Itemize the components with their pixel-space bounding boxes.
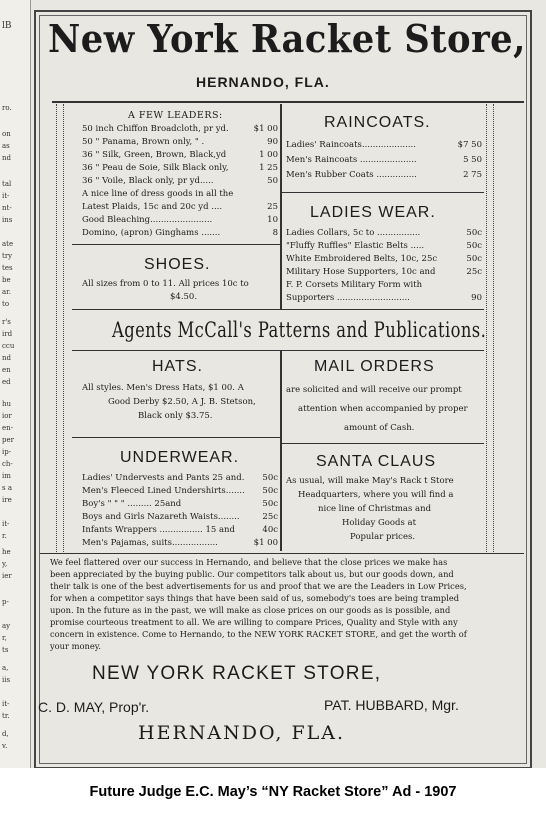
margin-text: iis xyxy=(2,676,11,684)
margin-text: try xyxy=(2,252,13,260)
santa-text: As usual, will make May's Rack t Store xyxy=(286,476,454,486)
margin-text: tes xyxy=(2,264,13,272)
margin-text: p- xyxy=(2,598,9,606)
leader-price: $1 00 xyxy=(253,124,278,134)
margin-text: nt- xyxy=(2,204,12,212)
margin-text: ins xyxy=(2,216,13,224)
divider xyxy=(72,437,280,438)
leader-item: 36 " Silk, Green, Brown, Black,yd xyxy=(82,150,227,160)
mail-orders-heading: MAIL ORDERS xyxy=(314,358,435,375)
ladies-price: 50c xyxy=(466,254,482,264)
margin-text: ire xyxy=(2,496,12,504)
hats-text: All styles. Men's Dress Hats, $1 00. A xyxy=(82,383,244,393)
margin-text: r's xyxy=(2,318,11,326)
santa-text: Popular prices. xyxy=(350,532,416,542)
divider xyxy=(282,443,484,444)
margin-text: ro. xyxy=(2,104,12,112)
leader-price: 90 xyxy=(267,137,278,147)
raincoat-item: Men's Raincoats ..................... xyxy=(286,155,417,165)
underwear-price: 50c xyxy=(262,473,278,483)
margin-text: ier xyxy=(2,572,12,580)
hats-text: Good Derby $2.50, A J. B. Stetson, xyxy=(108,397,256,407)
footer-town: HERNANDO, FLA. xyxy=(138,722,346,744)
santa-text: Headquarters, where you will find a xyxy=(298,490,454,500)
raincoat-price: $7 50 xyxy=(457,140,482,150)
leader-item: 50 " Panama, Brown only, " . xyxy=(82,137,205,147)
margin-text: he xyxy=(2,548,11,556)
ladies-item: "Fluffy Ruffles" Elastic Belts ..... xyxy=(286,241,425,251)
mail-orders-text: amount of Cash. xyxy=(344,423,415,433)
underwear-heading: UNDERWEAR. xyxy=(120,449,240,466)
underwear-price: 50c xyxy=(262,499,278,509)
underwear-item: Men's Pajamas, suits................. xyxy=(82,538,218,548)
underwear-item: Men's Fleeced Lined Undershirts....... xyxy=(82,486,245,496)
leader-item: A nice line of dress goods in all the xyxy=(82,189,234,199)
column-rule xyxy=(280,351,282,551)
margin-text: tal xyxy=(2,180,12,188)
margin-text: y, xyxy=(2,560,8,568)
margin-text: ar. xyxy=(2,288,11,296)
santa-text: nice line of Christmas and xyxy=(318,504,432,514)
margin-text: ate xyxy=(2,240,14,248)
leader-price: 1 25 xyxy=(259,163,278,173)
raincoat-item: Men's Rubber Coats ............... xyxy=(286,170,417,180)
leaders-heading: A FEW LEADERS: xyxy=(128,110,223,121)
footer-manager: PAT. HUBBARD, Mgr. xyxy=(324,697,459,713)
margin-text: im xyxy=(2,472,11,480)
left-column-fragment xyxy=(0,0,31,768)
statement-line: their talk is one of the best advertisements for us and proof that we are the Leaders in Low Prices, xyxy=(50,581,467,591)
leader-item: 50 inch Chiffon Broadcloth, pr yd. xyxy=(82,124,229,134)
underwear-item: Infants Wrappers ................ 15 and xyxy=(82,525,235,535)
margin-text: ed xyxy=(2,378,11,386)
hats-heading: HATS. xyxy=(152,358,203,375)
margin-text: en- xyxy=(2,424,14,432)
ornamental-border-left xyxy=(56,104,64,552)
margin-text: as xyxy=(2,142,10,150)
ladies-item: Ladies Collars, 5c to ................ xyxy=(286,228,421,238)
margin-text: ch- xyxy=(2,460,13,468)
underwear-item: Ladies' Undervests and Pants 25 and. xyxy=(82,473,245,483)
divider xyxy=(72,244,280,245)
hats-text: Black only $3.75. xyxy=(138,411,213,421)
margin-text: ior xyxy=(2,412,12,420)
statement-line: been appreciated by the buying public. Our competitors talk about us, but our goods down, and xyxy=(50,569,454,579)
margin-text: ts xyxy=(2,646,9,654)
ladies-item: Military Hose Supporters, 10c and xyxy=(286,267,436,277)
mail-orders-text: attention when accompanied by proper xyxy=(298,404,468,414)
margin-text: a, xyxy=(2,664,9,672)
margin-text: ird xyxy=(2,330,13,338)
margin-text: per xyxy=(2,436,14,444)
divider xyxy=(40,553,524,554)
ladies-item: Supporters ........................... xyxy=(286,293,410,303)
underwear-price: 50c xyxy=(262,486,278,496)
underwear-price: $1 00 xyxy=(253,538,278,548)
margin-text: d, xyxy=(2,730,9,738)
margin-text: to xyxy=(2,300,10,308)
statement-line: We feel flattered over our success in Hernando, and believe that the close prices we make has xyxy=(50,557,448,567)
leader-price: 25 xyxy=(267,202,278,212)
ladies-price: 50c xyxy=(466,228,482,238)
margin-text: tr. xyxy=(2,712,10,720)
leader-item: 36 " Voile, Black only, pr yd..... xyxy=(82,176,214,186)
margin-text: v. xyxy=(2,742,8,750)
underwear-price: 40c xyxy=(262,525,278,535)
ladies-item: White Embroidered Belts, 10c, 25c xyxy=(286,254,438,264)
santa-heading: SANTA CLAUS xyxy=(316,453,437,470)
margin-text: ip- xyxy=(2,448,12,456)
margin-text: nd xyxy=(2,354,11,362)
shoes-text: $4.50. xyxy=(170,292,198,302)
margin-text: en xyxy=(2,366,11,374)
margin-text: s a xyxy=(2,484,12,492)
leader-item: Latest Plaids, 15c and 20c yd .... xyxy=(82,202,223,212)
santa-text: Holiday Goods at xyxy=(342,518,416,528)
divider xyxy=(52,101,524,103)
raincoat-item: Ladies' Raincoats.................... xyxy=(286,140,416,150)
leader-price: 50 xyxy=(267,176,278,186)
footer-store-name: NEW YORK RACKET STORE, xyxy=(92,663,382,684)
margin-text: r. xyxy=(2,532,7,540)
shoes-text: All sizes from 0 to 11. All prices 10c to xyxy=(82,279,249,289)
margin-text: it- xyxy=(2,520,10,528)
statement-line: for when a competitor says things that have been said of us, somebody's toes are being trampled xyxy=(50,593,460,603)
leader-item: Domino, (apron) Ginghams ....... xyxy=(82,228,221,238)
margin-text: ccu xyxy=(2,342,15,350)
divider xyxy=(72,309,484,310)
store-masthead: New York Racket Store, xyxy=(48,16,526,61)
raincoats-heading: RAINCOATS. xyxy=(324,114,431,131)
divider xyxy=(282,192,484,193)
image-caption: Future Judge E.C. May’s “NY Racket Store” Ad - 1907 xyxy=(89,784,457,800)
leader-price: 8 xyxy=(272,228,278,238)
leader-price: 10 xyxy=(267,215,278,225)
leader-item: 36 " Peau de Soie, Silk Black only, xyxy=(82,163,229,173)
column-rule xyxy=(280,104,282,310)
mccalls-banner: Agents McCall's Patterns and Publications. xyxy=(112,318,487,342)
margin-text: hu xyxy=(2,400,12,408)
margin-text: be xyxy=(2,276,11,284)
ornamental-border-right xyxy=(486,104,494,552)
leader-price: 1 00 xyxy=(259,150,278,160)
margin-text: ay xyxy=(2,622,11,630)
footer-proprietor: C. D. MAY, Prop'r. xyxy=(38,699,150,715)
statement-line: your money. xyxy=(50,641,101,651)
statement-line: concern in existence. Come to Hernando, to the NEW YORK RACKET STORE, and get the worth of xyxy=(50,629,467,639)
raincoat-price: 5 50 xyxy=(463,155,482,165)
ladies-price: 90 xyxy=(471,293,482,303)
mail-orders-text: are solicited and will receive our prompt xyxy=(286,385,462,395)
underwear-item: Boy's " " " ......... 25and xyxy=(82,499,182,509)
ladies-item: F. P. Corsets Military Form with xyxy=(286,280,423,290)
margin-text: on xyxy=(2,130,11,138)
statement-line: upon. In the future as in the past, we will make as close prices on our goods as is possible, and xyxy=(50,605,451,615)
ladies-price: 50c xyxy=(466,241,482,251)
ladies-price: 25c xyxy=(466,267,482,277)
raincoat-price: 2 75 xyxy=(463,170,482,180)
underwear-item: Boys and Girls Nazareth Waists........ xyxy=(82,512,240,522)
margin-text: it- xyxy=(2,700,10,708)
divider xyxy=(72,350,484,351)
margin-text: lB xyxy=(2,21,12,31)
margin-text: r, xyxy=(2,634,7,642)
leader-item: Good Bleaching....................... xyxy=(82,215,213,225)
masthead-location: HERNANDO, FLA. xyxy=(196,74,330,90)
underwear-price: 25c xyxy=(262,512,278,522)
statement-line: promise courteous treatment to all. We are willing to compare Prices, Quality and Style with any xyxy=(50,617,458,627)
margin-text: it- xyxy=(2,192,10,200)
ladies-wear-heading: LADIES WEAR. xyxy=(310,204,436,221)
shoes-heading: SHOES. xyxy=(144,256,211,273)
margin-text: nd xyxy=(2,154,11,162)
